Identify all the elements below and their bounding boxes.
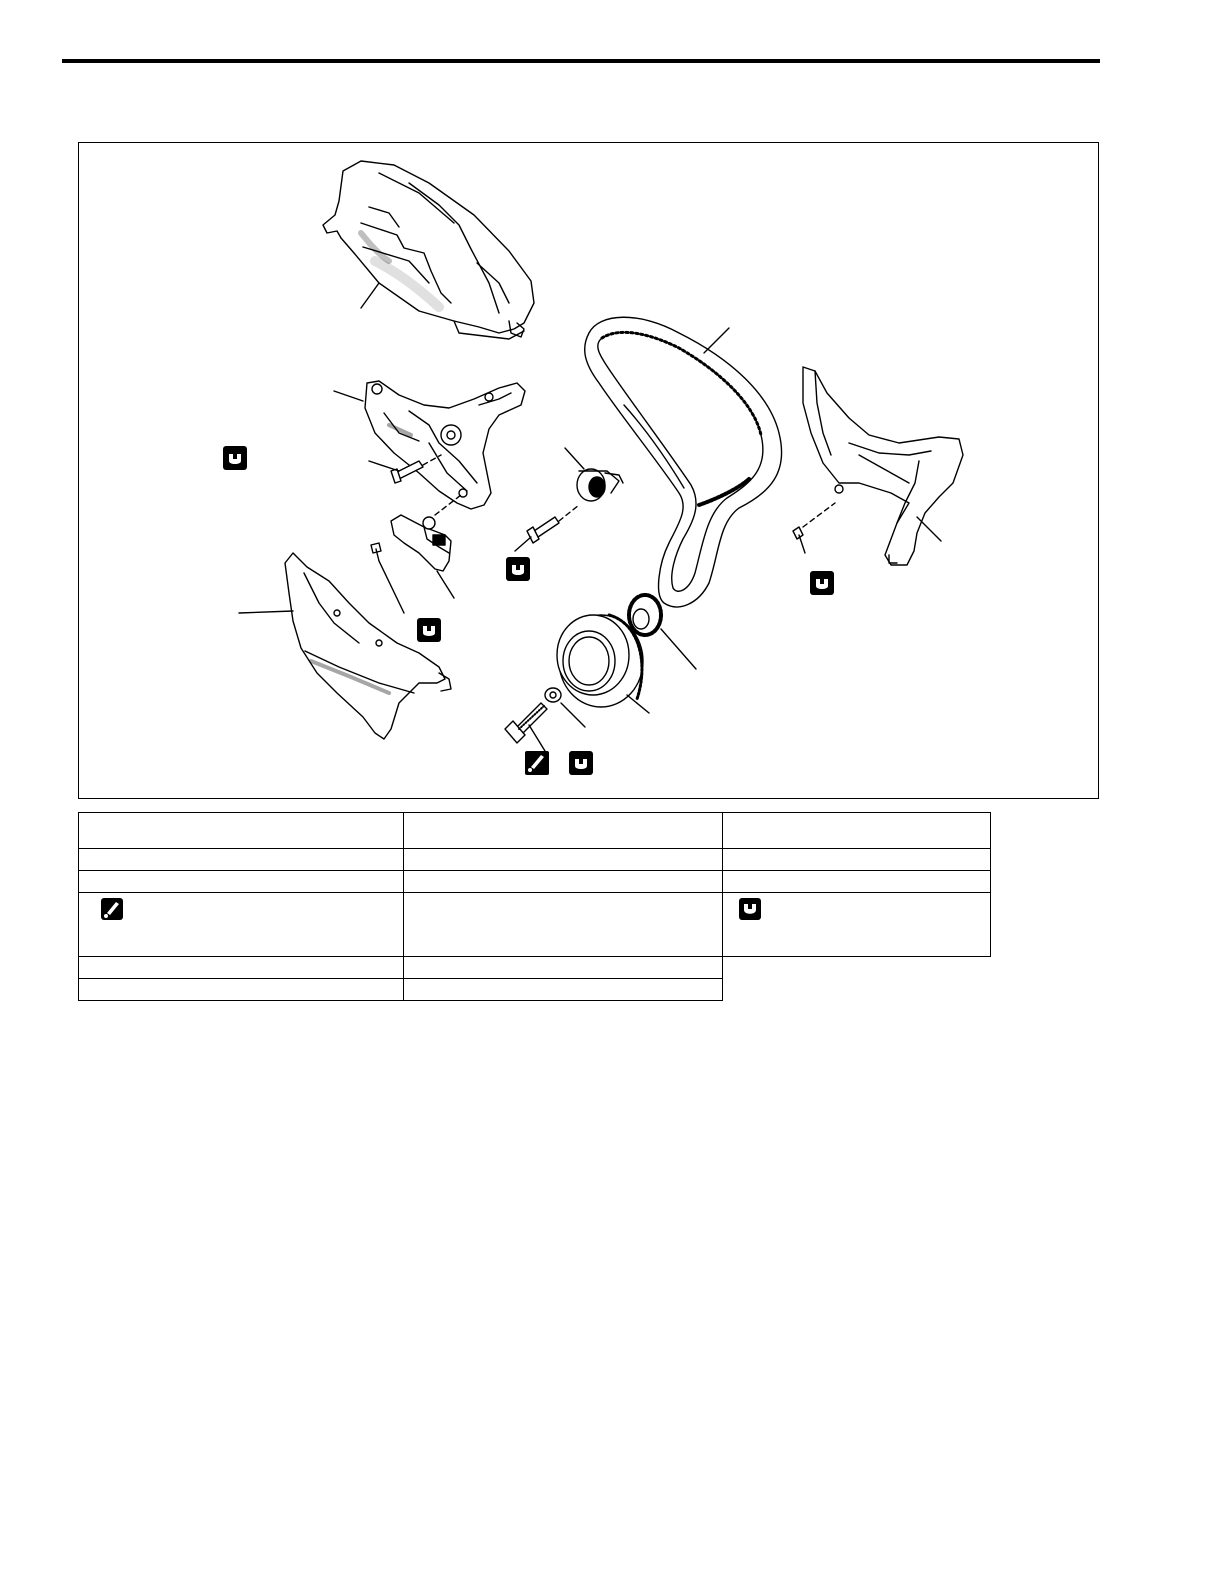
- pulley-bolt: [527, 517, 559, 543]
- crankshaft-pulley-bolt: [505, 703, 547, 743]
- torque-badge-rear-cover-bolt: [810, 571, 834, 595]
- table-cell-do-not-reuse: [79, 893, 404, 957]
- table-row: [79, 979, 991, 1001]
- table-cell: [723, 813, 991, 849]
- table-cell: [404, 813, 723, 849]
- table-cell: [79, 849, 404, 871]
- wrench-torque-icon: [739, 898, 761, 920]
- leader-line-bracket-bolt: [369, 461, 399, 471]
- table-row: [79, 813, 991, 849]
- table-cell: [79, 871, 404, 893]
- leader-line-rear-cover: [917, 517, 941, 541]
- table-cell: [404, 979, 723, 1001]
- leader-line-plate-bolt: [379, 561, 404, 613]
- tensioner-plate: [391, 515, 451, 571]
- timing-belt-exploded-diagram: [79, 143, 1100, 800]
- table-cell: [723, 871, 991, 893]
- table-cell: [79, 957, 404, 979]
- table-cell: [79, 979, 404, 1001]
- leader-line-belt: [704, 328, 729, 353]
- torque-badge-pulley-bolt: [506, 557, 530, 581]
- timing-belt: [585, 317, 782, 607]
- table-row: [79, 849, 991, 871]
- do-not-reuse-badge-crank-bolt: [525, 751, 549, 775]
- do-not-reuse-icon: [101, 898, 123, 920]
- table-cell: [723, 849, 991, 871]
- torque-badge-crank-bolt: [569, 751, 593, 775]
- table-row: [79, 957, 991, 979]
- leader-line-tensioner-pulley: [565, 448, 584, 469]
- table-cell: [79, 813, 404, 849]
- leader-line-crankshaft-sprocket: [661, 629, 696, 669]
- rear-timing-belt-cover: [803, 367, 963, 565]
- table-cell: [404, 849, 723, 871]
- table-cell-torque: [723, 893, 991, 957]
- upper-timing-belt-cover: [323, 161, 534, 339]
- tensioner-pulley: [577, 469, 623, 501]
- legend-table: [78, 812, 991, 1001]
- plate-bolt: [371, 543, 381, 561]
- leader-line-upper-cover: [361, 283, 379, 308]
- leader-line-bracket: [334, 391, 363, 401]
- table-row: [79, 893, 991, 957]
- crankshaft-pulley: [557, 615, 643, 707]
- table-cell: [404, 871, 723, 893]
- crankshaft-sprocket: [629, 595, 661, 635]
- crank-bolt-washer: [545, 688, 561, 702]
- table-cell: [404, 893, 723, 957]
- table-cell-empty: [723, 979, 991, 1001]
- belt-tensioner-bracket: [365, 381, 525, 509]
- leader-line-pulley-bolt: [515, 537, 531, 551]
- exploded-view-figure: [78, 142, 1099, 799]
- table-cell-empty: [723, 957, 991, 979]
- table-cell: [404, 957, 723, 979]
- leader-line-crank-bolt: [529, 725, 545, 751]
- header-rule: [62, 59, 1100, 63]
- leader-line-lower-cover: [239, 611, 293, 613]
- table-row: [79, 871, 991, 893]
- rear-cover-bolt: [793, 527, 805, 553]
- lower-timing-belt-cover: [285, 553, 451, 739]
- leader-line-tensioner-plate: [437, 571, 454, 598]
- torque-badge-bracket-bolt: [223, 446, 247, 470]
- torque-badge-plate-bolt: [417, 618, 441, 642]
- leader-line-washer: [561, 703, 585, 727]
